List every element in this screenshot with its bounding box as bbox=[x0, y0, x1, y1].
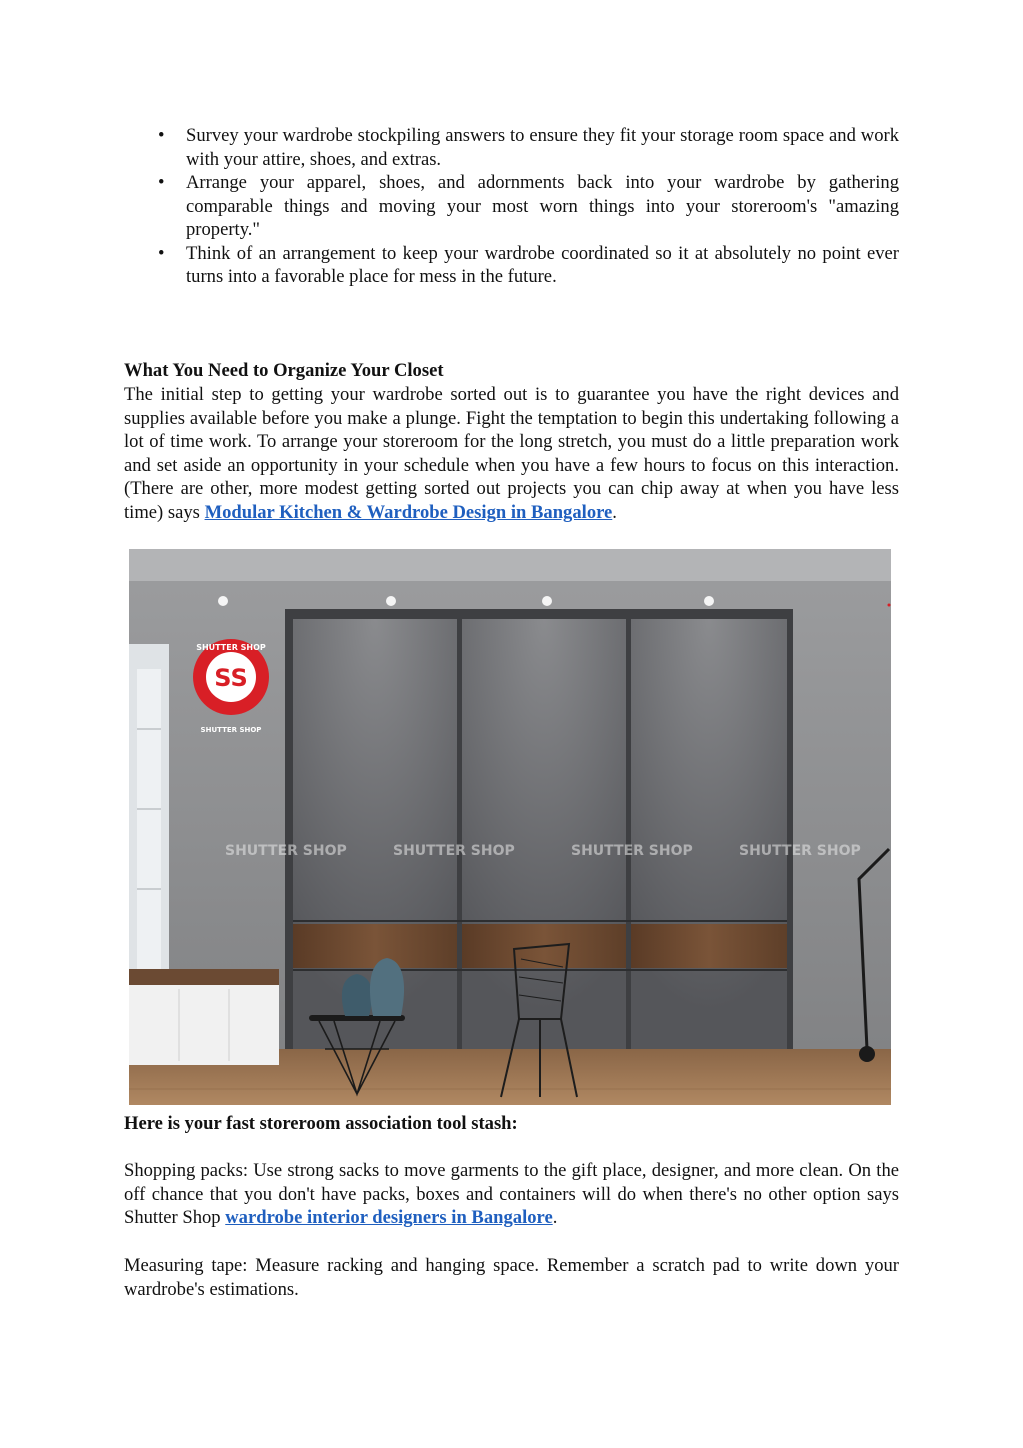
measuring-tape-paragraph: Measuring tape: Measure racking and hanging space. Remember a scratch pad to write down your wardrobe's estimations. bbox=[124, 1255, 899, 1300]
list-item bbox=[124, 242, 899, 289]
wardrobe-door bbox=[462, 619, 626, 1053]
paragraph-text-end: . bbox=[552, 1207, 558, 1228]
bullet-list bbox=[124, 124, 899, 289]
modular-kitchen-link[interactable]: Modular Kitchen & Wardrobe Design in Bangalore bbox=[204, 501, 613, 523]
svg-text:SHUTTER SHOP: SHUTTER SHOP bbox=[739, 843, 861, 859]
wardrobe-photo bbox=[129, 549, 891, 1105]
list-item-text: Think of an arrangement to keep your wardrobe coordinated so it at absolutely no point ever turns into a favorable place for mess in the future. bbox=[186, 242, 899, 287]
svg-text:SHUTTER SHOP: SHUTTER SHOP bbox=[571, 843, 693, 859]
bullet-icon: • bbox=[158, 125, 165, 146]
paragraph-text: Shopping packs: Use strong sacks to move garments to the gift place, designer, and more clean. On the off chance that you don't have packs, boxes and containers will do when there's no other option says Shutter Shop bbox=[124, 1160, 899, 1228]
shopping-packs-paragraph bbox=[124, 1159, 899, 1230]
paragraph-text-end: . bbox=[612, 501, 617, 523]
wood-strip bbox=[631, 924, 787, 968]
side-cabinet bbox=[129, 985, 279, 1065]
svg-text:SHUTTER SHOP: SHUTTER SHOP bbox=[225, 843, 347, 859]
bullet-icon: • bbox=[158, 172, 165, 193]
wardrobe-door bbox=[631, 619, 787, 1053]
wood-strip bbox=[293, 924, 457, 968]
intro-paragraph bbox=[124, 383, 899, 524]
toolkit-heading: Here is your fast storeroom association tool stash: bbox=[124, 1113, 518, 1134]
paragraph-text: The initial step to getting your wardrobe sorted out is to guarantee you have the right devices and supplies available before you make a plunge. Fight the temptation to begin this undertaking following a lot of time work. To arrange your storeroom for the long stretch, you must do a little preparation work and set aside an opportunity in your schedule when you have a few hours to focus on this interaction. (There are other, more modest getting sorted out projects you can chip away at when you have less time) says bbox=[124, 384, 899, 523]
list-item-text: Survey your wardrobe stockpiling answers to ensure they fit your storage room space and work with your attire, shoes, and extras. bbox=[186, 125, 899, 170]
list-item bbox=[124, 171, 899, 242]
section-heading: What You Need to Organize Your Closet bbox=[124, 360, 444, 381]
list-item-text: Arrange your apparel, shoes, and adornments back into your wardrobe by gathering comparable things and moving your most worn things into your storeroom's "amazing property." bbox=[186, 172, 899, 240]
bullet-icon: • bbox=[158, 242, 165, 264]
wardrobe-designers-link[interactable]: wardrobe interior designers in Bangalore bbox=[225, 1207, 553, 1228]
svg-text:SHUTTER SHOP: SHUTTER SHOP bbox=[393, 843, 515, 859]
list-item bbox=[124, 124, 899, 171]
logo-letters: SS bbox=[214, 664, 248, 692]
logo-caption: SHUTTER SHOP bbox=[200, 726, 262, 734]
logo-ring-text: SHUTTER SHOP bbox=[196, 643, 266, 652]
